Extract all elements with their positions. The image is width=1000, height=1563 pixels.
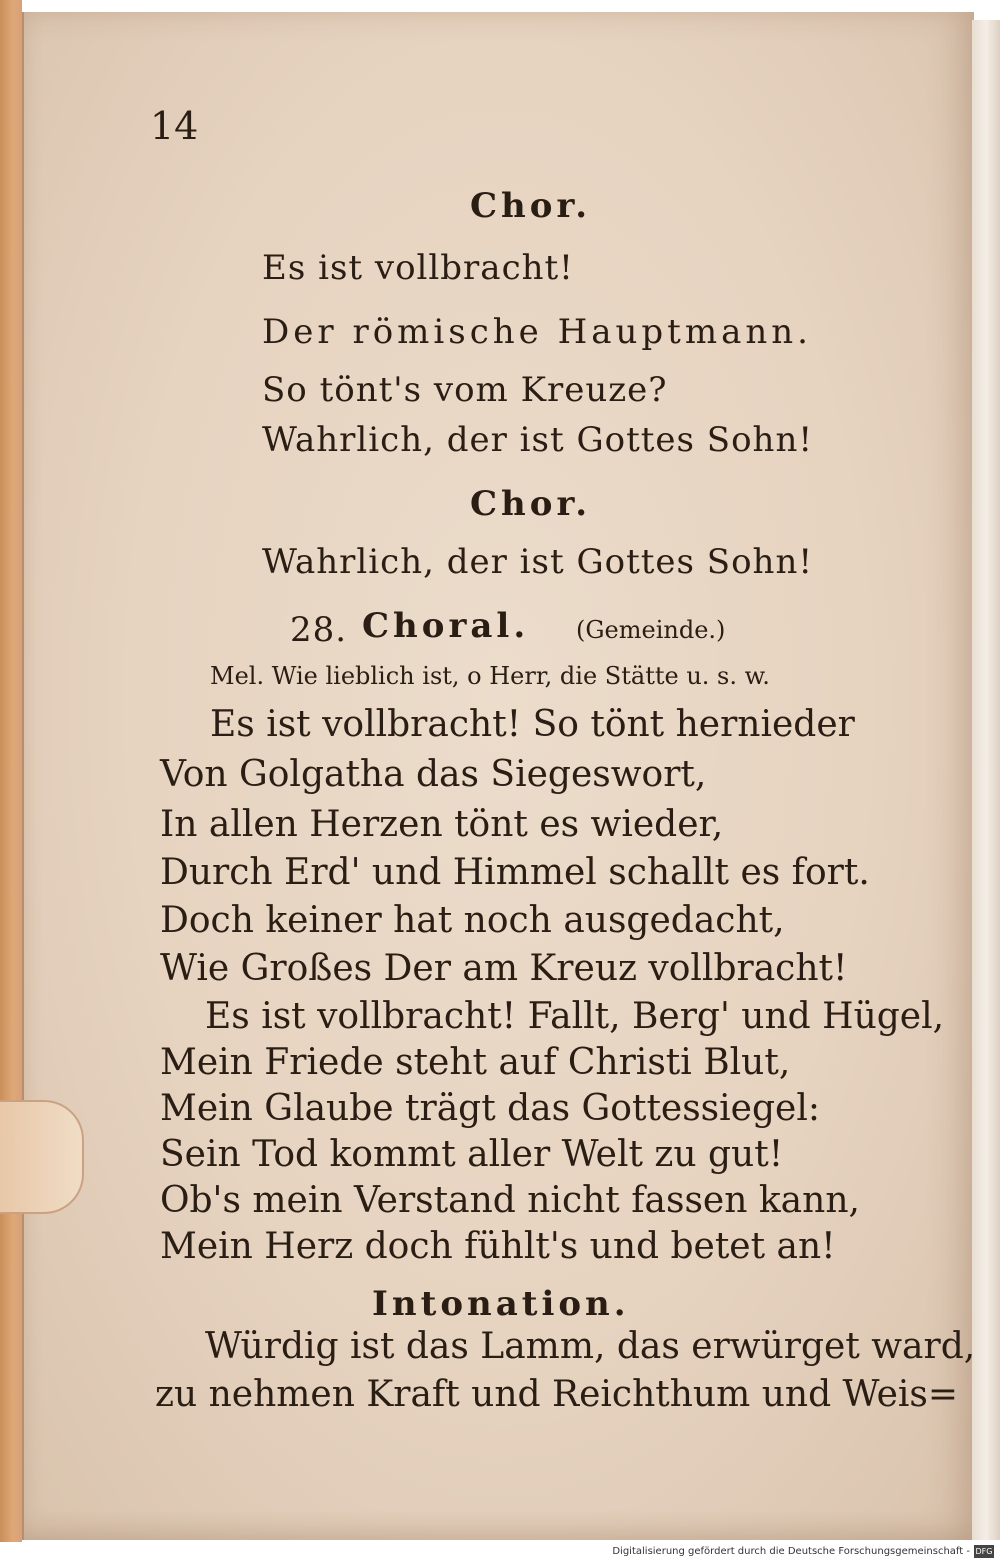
chorus-heading-1: Chor. [470,186,592,226]
verse-line-11: Ob's mein Verstand nicht fassen kann, [160,1180,860,1221]
line-1: Es ist vollbracht! [262,248,574,288]
verse-line-1: Es ist vollbracht! So tönt hernieder [210,704,855,745]
choral-title: Choral. [362,606,530,646]
line-4: Wahrlich, der ist Gottes Sohn! [262,542,814,582]
melody-line: Mel. Wie lieblich ist, o Herr, die Stätte u. s. w. [210,662,770,690]
line-2: So tönt's vom Kreuze? [262,370,668,410]
verse-line-9: Mein Glaube trägt das Gottessiegel: [160,1088,820,1129]
book-edge-left [0,0,22,1542]
page-number: 14 [150,104,199,148]
line-3: Wahrlich, der ist Gottes Sohn! [262,420,814,460]
verse-line-3: In allen Herzen tönt es wieder, [160,804,724,845]
verse-line-4: Durch Erd' und Himmel schallt es fort. [160,852,870,893]
verse-line-2: Von Golgatha das Siegeswort, [160,754,707,795]
page-tab [0,1100,84,1214]
funding-notice: Digitalisierung gefördert durch die Deutsche Forschungsgemeinschaft - [612,1546,970,1557]
verse-line-6: Wie Großes Der am Kreuz vollbracht! [160,948,848,989]
book-edge-right [972,20,1000,1540]
verse-line-5: Doch keiner hat noch ausgedacht, [160,900,785,941]
verse-line-10: Sein Tod kommt aller Welt zu gut! [160,1134,784,1175]
verse-line-12: Mein Herz doch fühlt's und betet an! [160,1226,836,1267]
verse-line-7: Es ist vollbracht! Fallt, Berg' und Hügel, [205,996,945,1037]
choral-note: (Gemeinde.) [576,616,726,644]
intonation-line-2: zu nehmen Kraft und Reichthum und Weis= [155,1374,959,1415]
verse-line-8: Mein Friede steht auf Christi Blut, [160,1042,791,1083]
speaker-heading: Der römische Hauptmann. [262,312,812,352]
dfg-logo: DFG [975,1547,993,1556]
intonation-heading: Intonation. [372,1284,630,1324]
choral-number: 28. [290,610,348,650]
chorus-heading-2: Chor. [470,484,592,524]
intonation-line-1: Würdig ist das Lamm, das erwürget ward, [205,1326,976,1367]
